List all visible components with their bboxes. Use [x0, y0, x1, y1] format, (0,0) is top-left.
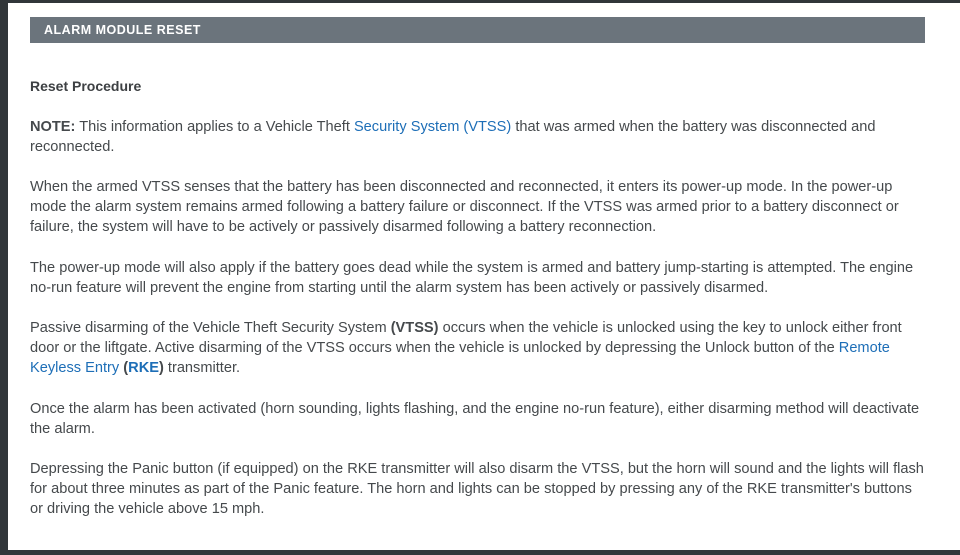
paragraph — [30, 258, 926, 298]
left-border — [0, 0, 8, 555]
text-segment: Depressing the Panic button (if equipped) on the RKE transmitter will also disarm the VTSS, but the horn will sound and the lights will flash for about three minutes as part of the Panic feature. The horn and lights can be stopped by pressing any of the RKE transmitter's buttons or driving the vehicle above 15 mph. — [30, 461, 924, 517]
paragraph-list — [30, 117, 926, 520]
section-header-title: ALARM MODULE RESET — [44, 23, 201, 37]
paragraph — [30, 459, 926, 519]
bottom-border — [0, 550, 960, 555]
section-title: Reset Procedure — [30, 78, 142, 94]
remote-keyless-entry-link[interactable]: Remote Keyless Entry — [30, 340, 890, 376]
text-segment: ) — [158, 360, 164, 376]
text-segment: This information applies to a Vehicle Theft — [75, 118, 354, 135]
text-segment: The power-up mode will also apply if the battery goes dead while the system is armed and battery jump-starting is attempted. The engine no-run feature will prevent the engine from starting until the alarm system has been actively or passively disarmed. — [30, 259, 914, 296]
text-segment: transmitter. — [163, 360, 241, 376]
rke-link[interactable]: RKE — [128, 360, 159, 376]
paragraph — [30, 117, 926, 157]
paragraph — [30, 318, 926, 378]
text-segment: Once the alarm has been activated (horn sounding, lights flashing, and the engine no-run feature), either disarming method will deactivate the alarm. — [30, 400, 920, 437]
paragraph — [30, 399, 926, 439]
security-system-vtss-link[interactable]: Security System (VTSS) — [353, 118, 512, 135]
text-segment: When the armed VTSS senses that the battery has been disconnected and reconnected, it enters its power-up mode. In the power-up mode the alarm system remains armed following a battery failure or disconnect. If the VTSS was armed prior to a battery disconnect or failure, the system will have to be actively or passively disarmed following a battery reconnection. — [30, 179, 899, 235]
text-segment: ( — [123, 360, 129, 376]
text-segment: (VTSS) — [390, 320, 439, 336]
article-content — [30, 58, 926, 519]
paragraph — [30, 177, 926, 237]
text-segment: Passive disarming of the Vehicle Theft Security System — [30, 320, 391, 336]
top-border — [0, 0, 960, 3]
text-segment: occurs when the vehicle is unlocked using the key to unlock either front door or the liftgate. Active disarming of the VTSS occurs when the vehicle is unlocked by depressing the Unlock button of the — [30, 320, 902, 356]
text-segment: that was armed when the battery was disconnected and reconnected. — [30, 118, 876, 155]
section-header-bar — [30, 17, 925, 43]
text-segment: NOTE: — [30, 118, 76, 135]
